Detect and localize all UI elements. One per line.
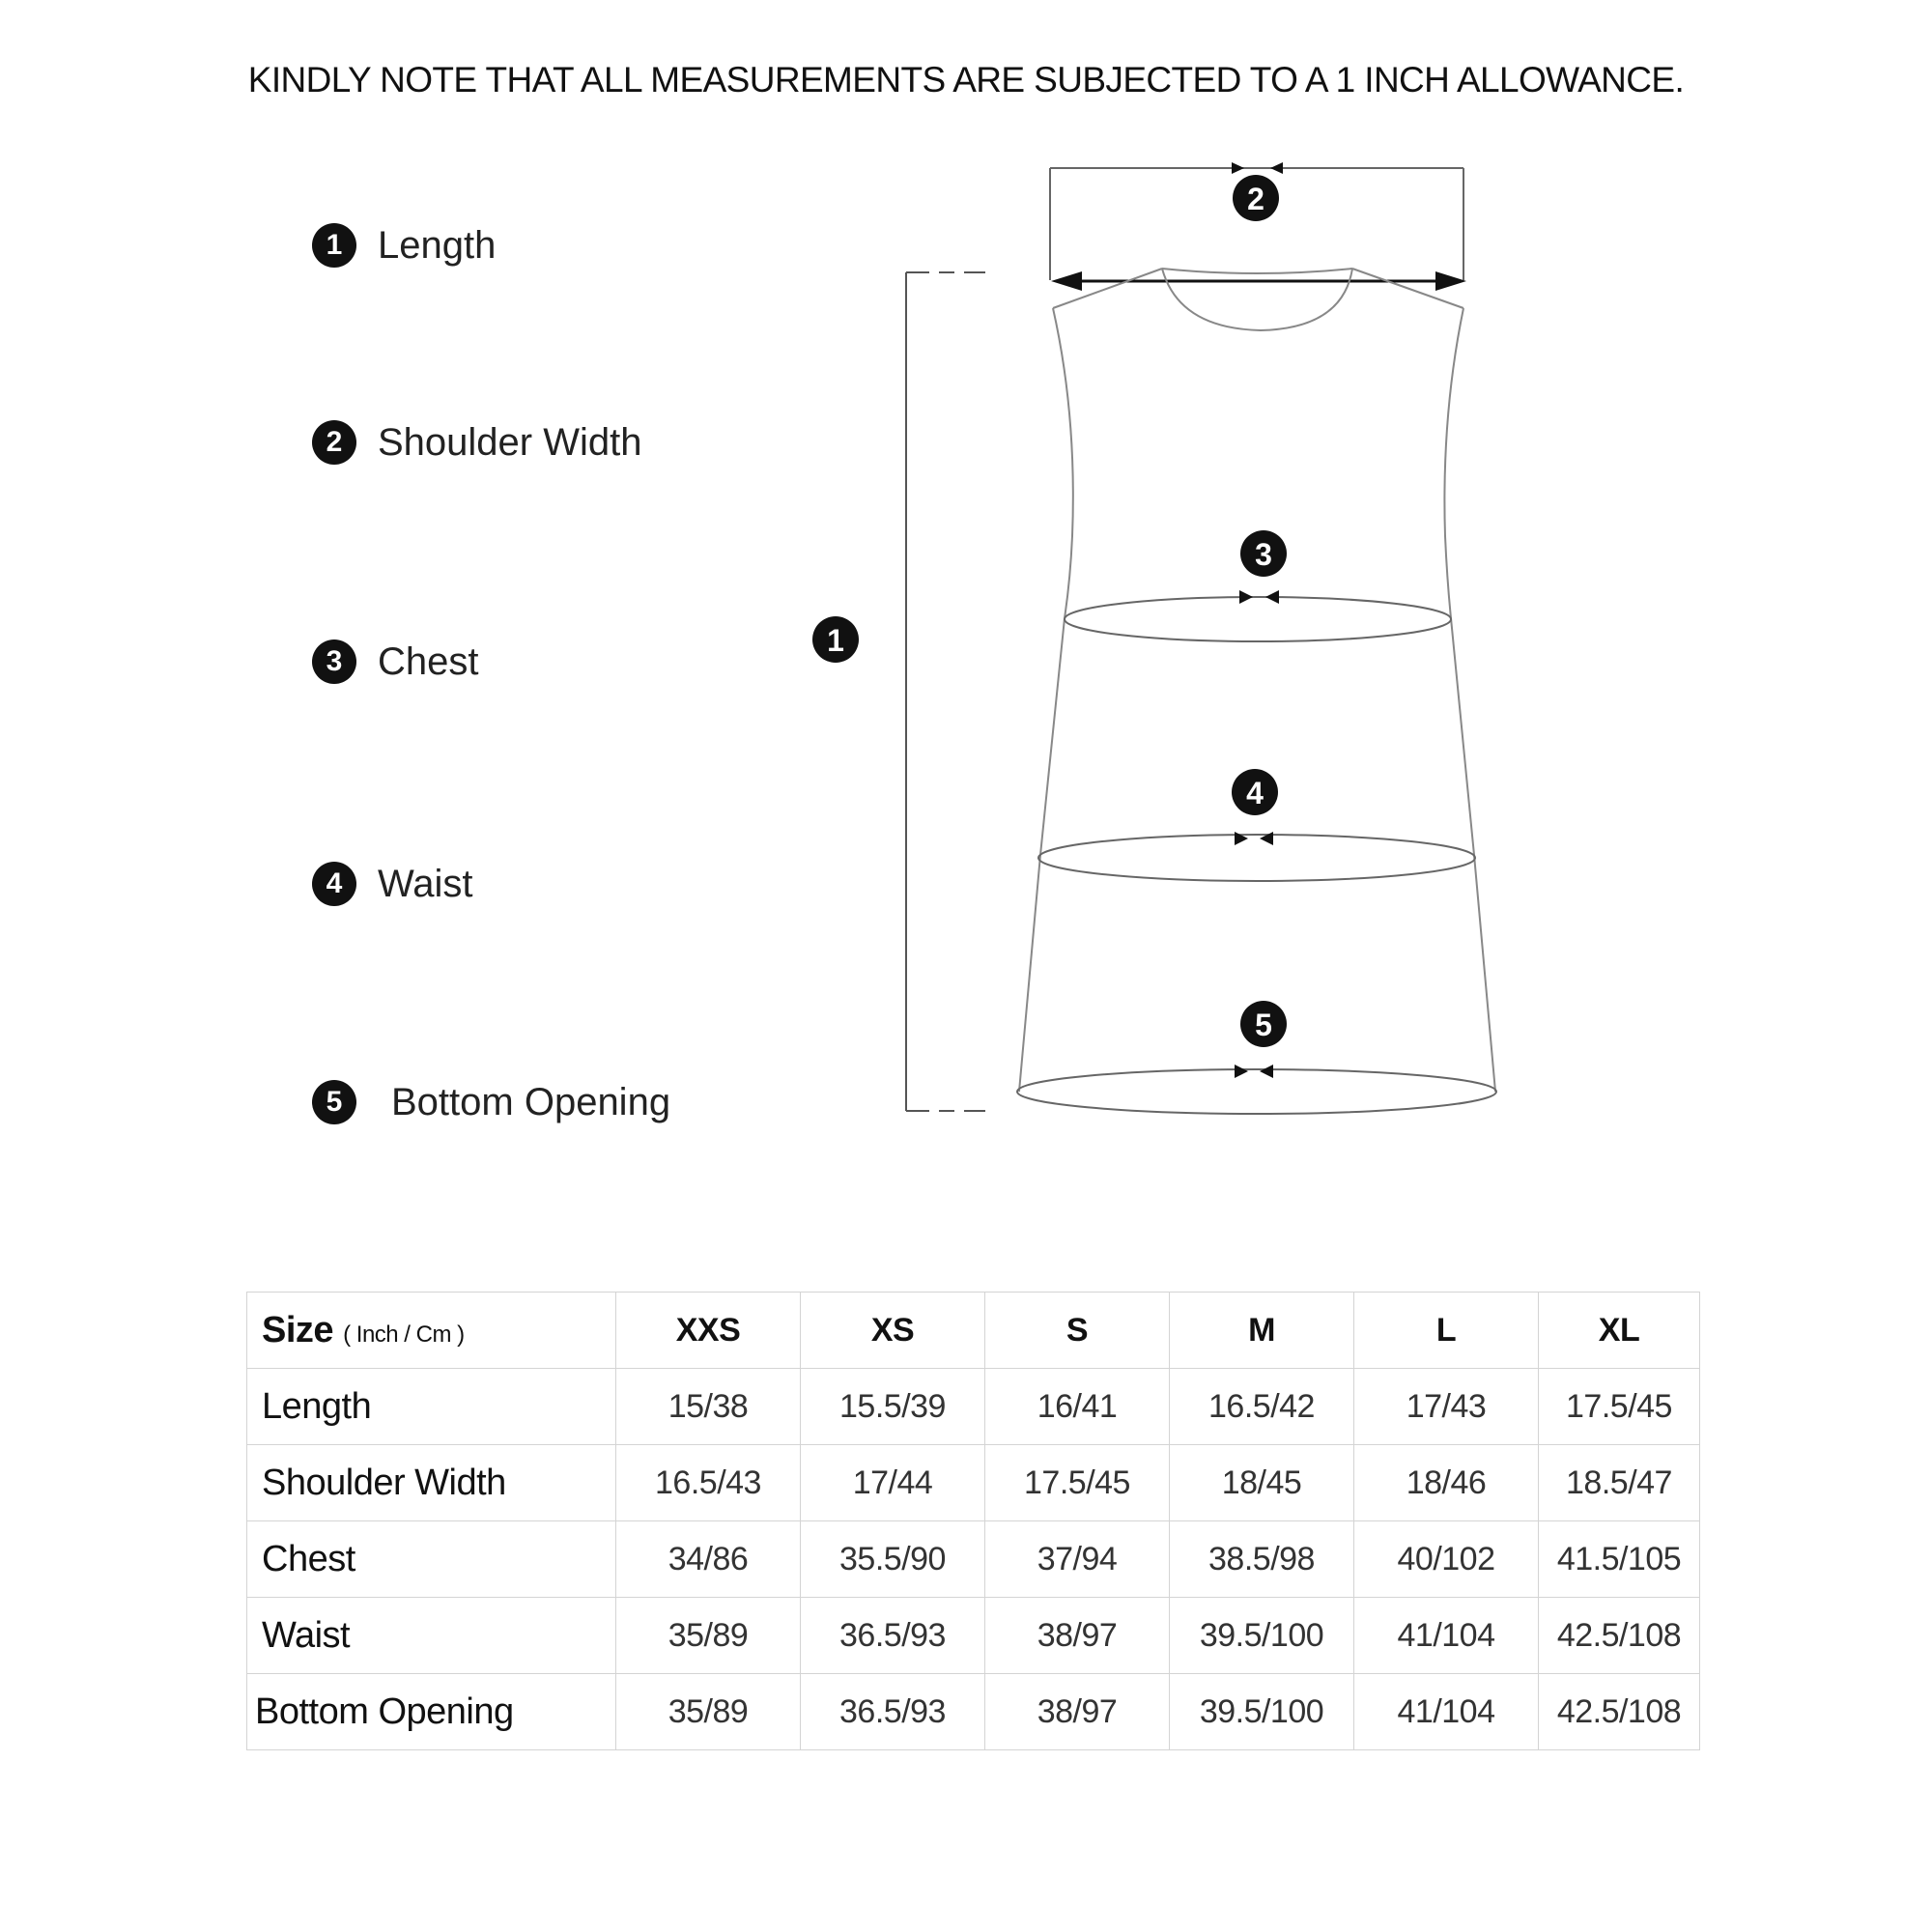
size-header-xxs: XXS: [616, 1293, 801, 1369]
svg-text:5: 5: [1255, 1008, 1272, 1042]
size-header-xs: XS: [801, 1293, 985, 1369]
row-label-chest: Chest: [247, 1521, 616, 1598]
table-cell: 42.5/108: [1539, 1598, 1700, 1674]
size-unit-label: ( Inch / Cm ): [343, 1321, 465, 1348]
table-cell: 16/41: [985, 1369, 1170, 1445]
row-label-length: Length: [247, 1369, 616, 1445]
table-cell: 15/38: [616, 1369, 801, 1445]
size-header-s: S: [985, 1293, 1170, 1369]
table-cell: 36.5/93: [801, 1598, 985, 1674]
legend-label-waist: Waist: [378, 862, 473, 905]
row-label-waist: Waist: [247, 1598, 616, 1674]
table-header-row: [247, 1293, 1700, 1369]
length-bracket: [906, 272, 985, 1111]
svg-text:4: 4: [1246, 776, 1264, 810]
table-cell: 16.5/42: [1170, 1369, 1354, 1445]
number-three-badge: 3: [312, 639, 356, 684]
number-one-badge: 1: [312, 223, 356, 268]
size-header-l: L: [1354, 1293, 1539, 1369]
table-cell: 40/102: [1354, 1521, 1539, 1598]
table-cell: 17/44: [801, 1445, 985, 1521]
table-cell: 38/97: [985, 1674, 1170, 1750]
allowance-notice: KINDLY NOTE THAT ALL MEASUREMENTS ARE SUBJECTED TO A 1 INCH ALLOWANCE.: [247, 60, 1685, 99]
size-header-xl: XL: [1539, 1293, 1700, 1369]
table-cell: 41/104: [1354, 1598, 1539, 1674]
size-label: Size: [262, 1309, 334, 1350]
table-row: [247, 1521, 1700, 1598]
table-cell: 17/43: [1354, 1369, 1539, 1445]
svg-text:3: 3: [1255, 537, 1272, 572]
waist-ellipse: [1038, 835, 1475, 881]
marker-two: [1233, 175, 1279, 221]
table-cell: 34/86: [616, 1521, 801, 1598]
bottom-opening-ellipse: [1017, 1069, 1496, 1114]
table-row: [247, 1674, 1700, 1750]
number-two-badge: 2: [312, 420, 356, 465]
legend-label-bottom-opening: Bottom Opening: [391, 1080, 671, 1123]
table-cell: 18/45: [1170, 1445, 1354, 1521]
table-cell: 36.5/93: [801, 1674, 985, 1750]
table-cell: 38/97: [985, 1598, 1170, 1674]
table-row: [247, 1369, 1700, 1445]
bottom-arrow-right-icon: [1260, 1065, 1273, 1078]
number-four-badge: 4: [312, 862, 356, 906]
dress-outline: [1019, 269, 1495, 1092]
size-chart-table: [246, 1292, 1700, 1750]
table-cell: 39.5/100: [1170, 1598, 1354, 1674]
svg-text:2: 2: [1247, 182, 1264, 216]
table-cell: 39.5/100: [1170, 1674, 1354, 1750]
legend-label-length: Length: [378, 223, 497, 267]
table-cell: 18/46: [1354, 1445, 1539, 1521]
marker-five: [1240, 1001, 1287, 1047]
table-cell: 41.5/105: [1539, 1521, 1700, 1598]
shoulder-arrow-left-icon: [1232, 162, 1244, 174]
table-cell: 41/104: [1354, 1674, 1539, 1750]
legend-label-shoulder-width: Shoulder Width: [378, 420, 642, 464]
row-label-bottom-opening: Bottom Opening: [247, 1674, 616, 1750]
marker-one: [812, 616, 859, 663]
table-cell: 35/89: [616, 1598, 801, 1674]
legend-label-chest: Chest: [378, 639, 479, 683]
table-cell: 16.5/43: [616, 1445, 801, 1521]
chest-ellipse: [1065, 597, 1451, 641]
table-cell: 18.5/47: [1539, 1445, 1700, 1521]
chest-arrow-left-icon: [1239, 590, 1253, 604]
table-cell: 17.5/45: [1539, 1369, 1700, 1445]
chest-arrow-right-icon: [1265, 590, 1279, 604]
row-label-shoulder-width: Shoulder Width: [247, 1445, 616, 1521]
table-cell: 17.5/45: [985, 1445, 1170, 1521]
table-cell: 35/89: [616, 1674, 801, 1750]
table-cell: 15.5/39: [801, 1369, 985, 1445]
table-cell: 38.5/98: [1170, 1521, 1354, 1598]
marker-three: [1240, 530, 1287, 577]
number-five-badge: 5: [312, 1080, 356, 1124]
size-corner-cell: [247, 1293, 616, 1369]
bottom-arrow-left-icon: [1235, 1065, 1248, 1078]
table-cell: 35.5/90: [801, 1521, 985, 1598]
table-cell: 42.5/108: [1539, 1674, 1700, 1750]
size-header-m: M: [1170, 1293, 1354, 1369]
shoulder-arrow-right-icon: [1270, 162, 1283, 174]
table-row: [247, 1445, 1700, 1521]
marker-four: [1232, 769, 1278, 815]
svg-text:1: 1: [827, 623, 844, 658]
table-cell: 37/94: [985, 1521, 1170, 1598]
table-row: [247, 1598, 1700, 1674]
